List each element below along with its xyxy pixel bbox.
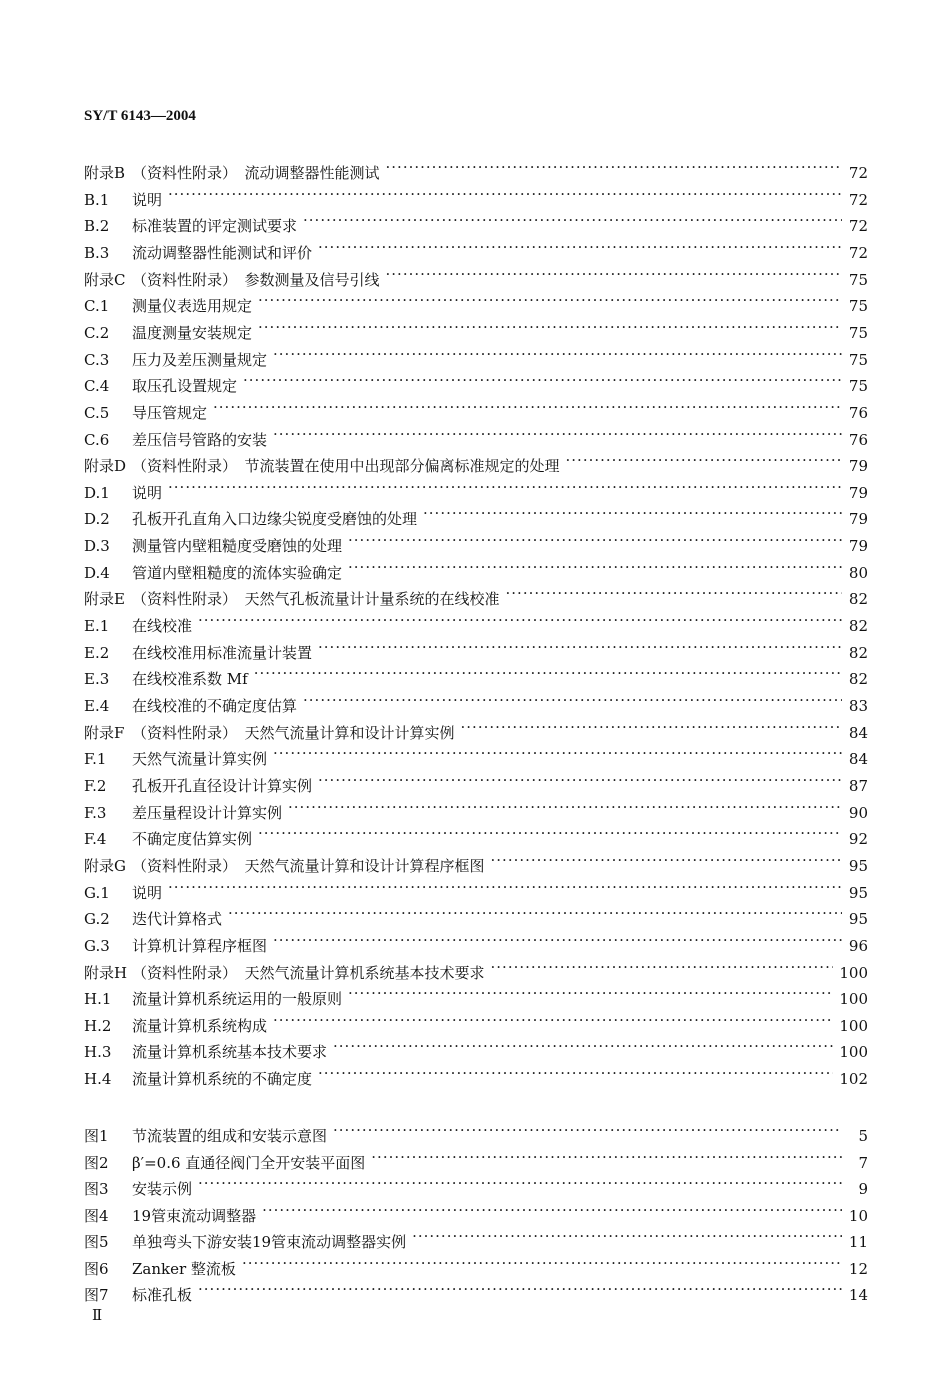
figure-entry-number: 图3 — [84, 1180, 109, 1198]
dot-leader — [303, 689, 842, 711]
dot-leader — [348, 982, 833, 1004]
toc-entry[interactable] — [84, 662, 868, 689]
toc-entry-number: H.4 — [84, 1070, 112, 1089]
figure-entry[interactable] — [84, 1146, 868, 1172]
toc-entry-title: 流量计算机系统基本技术要求 — [132, 1043, 328, 1062]
toc-entry[interactable] — [84, 956, 868, 982]
toc-entry-title: 流量计算机系统的不确定度 — [132, 1070, 313, 1089]
toc-entry-title: 孔板开孔直径设计计算实例 — [132, 776, 313, 795]
toc-entry-title: 天然气流量计算实例 — [132, 750, 268, 769]
toc-entry-page: 87 — [848, 776, 868, 795]
dot-leader — [506, 582, 842, 604]
toc-entry-page: 72 — [848, 164, 868, 182]
toc-entry[interactable] — [84, 476, 868, 502]
figure-entry-title: 标准孔板 — [132, 1286, 193, 1304]
toc-entry-page: 92 — [848, 830, 868, 849]
toc-entry-title: 流量计算机系统构成 — [132, 1016, 268, 1035]
toc-entry-number: F.2 — [84, 776, 107, 795]
toc-entry-page: 76 — [848, 430, 868, 449]
toc-entry[interactable] — [84, 716, 868, 742]
toc-entry-number: D.3 — [84, 537, 110, 556]
toc-entry-title: （资料性附录） 天然气流量计算和设计计算实例 — [132, 723, 455, 742]
figure-entry-page: 7 — [858, 1153, 868, 1172]
toc-entry-number: G.1 — [84, 883, 110, 902]
toc-entry-page: 76 — [848, 403, 868, 422]
toc-entry[interactable] — [84, 263, 868, 289]
dot-leader — [254, 662, 842, 684]
toc-entry-page: 84 — [848, 750, 868, 769]
toc-entry-number: 附录H — [84, 963, 128, 982]
toc-entry-number: 附录G — [84, 856, 126, 875]
dot-leader — [412, 1225, 842, 1247]
toc-entry[interactable] — [84, 449, 868, 476]
figure-entry-title: 安装示例 — [132, 1180, 193, 1198]
toc-entry-number: G.2 — [84, 910, 110, 929]
toc-entry-title: 在线校准用标准流量计装置 — [132, 643, 313, 662]
toc-entry-title: 测量仪表选用规定 — [132, 297, 253, 316]
figure-entry-number: 图4 — [84, 1206, 109, 1225]
toc-entry-number: D.2 — [84, 510, 110, 529]
toc-entry-number: C.2 — [84, 323, 110, 342]
dot-leader — [318, 1062, 833, 1084]
toc-entry-title: 取压孔设置规定 — [132, 377, 238, 396]
toc-entry-number: C.1 — [84, 297, 110, 316]
toc-entry-title: 说明 — [132, 883, 163, 902]
toc-entry-number: E.3 — [84, 670, 110, 689]
figure-entry-title: 单独弯头下游安装19管束流动调整器实例 — [132, 1233, 407, 1251]
toc-entry-page: 82 — [848, 643, 868, 662]
figure-entry[interactable] — [84, 1252, 868, 1278]
figure-entry-page: 11 — [848, 1233, 868, 1251]
toc-entry-title: 迭代计算格式 — [132, 910, 223, 929]
toc-entry-title: 温度测量安装规定 — [132, 323, 253, 342]
toc-entry-title: （资料性附录） 天然气流量计算和设计计算程序框图 — [132, 856, 485, 875]
dot-leader — [262, 1199, 842, 1221]
dot-leader — [348, 556, 842, 578]
figure-entry-title: β′=0.6 直通径阀门全开安装平面图 — [132, 1153, 366, 1172]
document-header: SY/T 6143—2004 — [84, 108, 196, 124]
toc-entry-page: 96 — [848, 936, 868, 955]
dot-leader — [273, 423, 842, 445]
dot-leader — [566, 449, 842, 471]
figure-entry-page: 12 — [848, 1259, 868, 1278]
toc-entry-page: 100 — [839, 963, 868, 982]
toc-entry[interactable] — [84, 343, 868, 369]
toc-entry-title: 流动调整器性能测试和评价 — [132, 243, 313, 262]
dot-leader — [273, 1009, 833, 1031]
toc-entry-page: 90 — [848, 803, 868, 822]
toc-entry[interactable] — [84, 769, 868, 795]
toc-entry-title: 标准装置的评定测试要求 — [132, 217, 298, 236]
toc-entry-title: 差压量程设计计算实例 — [132, 803, 283, 822]
figure-entry-page: 5 — [858, 1127, 868, 1145]
toc-entry-title: 管道内壁粗糙度的流体实验确定 — [132, 563, 343, 582]
dot-leader — [198, 609, 842, 631]
dot-leader — [318, 236, 842, 258]
dot-leader — [303, 209, 842, 231]
toc-entry-page: 75 — [848, 323, 868, 342]
toc-entry-number: 附录B — [84, 164, 126, 182]
toc-entry-title: 压力及差压测量规定 — [132, 350, 268, 369]
toc-entry-page: 75 — [848, 297, 868, 316]
toc-entry[interactable] — [84, 556, 868, 582]
toc-entry-title: 差压信号管路的安装 — [132, 430, 268, 449]
dot-leader — [168, 476, 842, 498]
figure-entry[interactable] — [84, 1278, 868, 1304]
dot-leader — [333, 1035, 833, 1057]
toc-entry-number: 附录D — [84, 457, 127, 476]
dot-leader — [273, 343, 842, 365]
dot-leader — [371, 1146, 842, 1168]
toc-entry-page: 100 — [839, 990, 868, 1009]
dot-leader — [198, 1278, 842, 1300]
toc-entry-page: 79 — [848, 483, 868, 502]
figure-entry-number: 图5 — [84, 1233, 109, 1251]
toc-entry[interactable] — [84, 822, 868, 849]
toc-entry-number: C.5 — [84, 403, 110, 422]
toc-entry-number: E.2 — [84, 643, 110, 662]
toc-entry[interactable] — [84, 209, 868, 236]
figure-entry-number: 图2 — [84, 1153, 109, 1172]
dot-leader — [461, 716, 842, 738]
toc-entry-number: H.1 — [84, 990, 112, 1009]
toc-entry-page: 100 — [839, 1043, 868, 1062]
toc-entry-page: 100 — [839, 1016, 868, 1035]
toc-entry[interactable] — [84, 982, 868, 1009]
toc-entry-number: H.2 — [84, 1016, 112, 1035]
toc-entry-number: C.4 — [84, 377, 110, 396]
toc-entry-title: （资料性附录） 参数测量及信号引线 — [132, 270, 380, 289]
toc-entry-number: B.1 — [84, 190, 110, 209]
toc-entry-number: C.6 — [84, 430, 110, 449]
figure-entry-page: 10 — [848, 1206, 868, 1225]
dot-leader — [386, 263, 842, 285]
toc-entry-number: F.3 — [84, 803, 107, 822]
toc-entry-title: （资料性附录） 流动调整器性能测试 — [132, 164, 380, 182]
toc-entry[interactable] — [84, 316, 868, 342]
toc-entry-page: 102 — [839, 1070, 868, 1089]
toc-entry[interactable] — [84, 689, 868, 715]
figure-entry-title: 19管束流动调整器 — [132, 1206, 257, 1225]
toc-entry-page: 72 — [848, 217, 868, 236]
toc-entry-page: 75 — [848, 270, 868, 289]
toc-entry-page: 79 — [848, 510, 868, 529]
toc-entry-number: E.4 — [84, 697, 110, 715]
dot-leader — [273, 742, 842, 764]
toc-entry[interactable] — [84, 1035, 868, 1062]
toc-entry-number: D.1 — [84, 483, 110, 502]
toc-entry-page: 79 — [848, 457, 868, 476]
dot-leader — [273, 929, 842, 951]
toc-entry[interactable] — [84, 796, 868, 822]
toc-entry-number: B.2 — [84, 217, 110, 236]
toc-entry[interactable] — [84, 609, 868, 636]
toc-entry-title: 在线校准系数 Mf — [132, 670, 248, 689]
figure-entry-page: 9 — [858, 1180, 868, 1198]
dot-leader — [288, 796, 842, 818]
dot-leader — [258, 316, 842, 338]
dot-leader — [318, 636, 842, 658]
dot-leader — [491, 956, 834, 978]
toc-entry-page: 95 — [848, 883, 868, 902]
toc-entry[interactable] — [84, 156, 868, 182]
toc-entry[interactable] — [84, 1009, 868, 1035]
toc-entry[interactable] — [84, 876, 868, 902]
toc-entry[interactable] — [84, 1062, 868, 1089]
toc-entry-page: 95 — [848, 910, 868, 929]
toc-entry[interactable] — [84, 742, 868, 769]
dot-leader — [213, 396, 842, 418]
toc-entry-title: 在线校准 — [132, 617, 193, 636]
figure-entry-number: 图1 — [84, 1127, 109, 1145]
toc-entry-page: 83 — [848, 697, 868, 715]
figure-entry-number: 图6 — [84, 1259, 109, 1278]
dot-leader — [243, 369, 842, 391]
toc-entry-title: 测量管内壁粗糙度受磨蚀的处理 — [132, 537, 343, 556]
dot-leader — [318, 769, 842, 791]
toc-entry-title: 在线校准的不确定度估算 — [132, 697, 298, 715]
toc-entry-page: 75 — [848, 377, 868, 396]
dot-leader — [228, 902, 842, 924]
toc-entry-page: 84 — [848, 723, 868, 742]
dot-leader — [258, 289, 842, 311]
toc-entry[interactable] — [84, 236, 868, 262]
toc-entry-number: G.3 — [84, 936, 110, 955]
toc-entry-page: 95 — [848, 856, 868, 875]
toc-entry-page: 82 — [848, 617, 868, 636]
dot-leader — [258, 822, 842, 844]
figure-entry[interactable] — [84, 1225, 868, 1251]
toc-entry-number: C.3 — [84, 350, 110, 369]
toc-entry-number: B.3 — [84, 243, 110, 262]
toc-entry-title: 孔板开孔直角入口边缘尖锐度受磨蚀的处理 — [132, 510, 418, 529]
toc-entry-title: 说明 — [132, 483, 163, 502]
dot-leader — [423, 502, 842, 524]
toc-entry-title: 计算机计算程序框图 — [132, 936, 268, 955]
figure-entry[interactable] — [84, 1199, 868, 1225]
toc-entry-number: F.1 — [84, 750, 107, 769]
figure-entry-number: 图7 — [84, 1286, 109, 1304]
toc-entry[interactable] — [84, 423, 868, 449]
toc-entry[interactable] — [84, 289, 868, 316]
page-number-footer: Ⅱ — [92, 1306, 103, 1324]
toc-entry-number: F.4 — [84, 830, 107, 849]
toc-entry-number: H.3 — [84, 1043, 112, 1062]
toc-entry[interactable] — [84, 369, 868, 396]
dot-leader — [348, 529, 842, 551]
dot-leader — [168, 183, 842, 205]
toc-entry-title: 导压管规定 — [132, 403, 208, 422]
toc-entry[interactable] — [84, 902, 868, 929]
toc-entry-number: 附录F — [84, 723, 125, 742]
toc-entry-page: 82 — [848, 670, 868, 689]
toc-entry[interactable] — [84, 636, 868, 662]
toc-entry-page: 80 — [848, 563, 868, 582]
toc-entry[interactable] — [84, 529, 868, 556]
figure-entry-page: 14 — [848, 1286, 868, 1304]
toc-entry-title: （资料性附录） 天然气流量计算机系统基本技术要求 — [132, 963, 485, 982]
dot-leader — [198, 1172, 842, 1194]
toc-entry-page: 72 — [848, 243, 868, 262]
toc-entry[interactable] — [84, 502, 868, 529]
toc-entry[interactable] — [84, 582, 868, 609]
toc-entry-title: 不确定度估算实例 — [132, 830, 253, 849]
figure-entry-title: 节流装置的组成和安装示意图 — [132, 1127, 328, 1145]
dot-leader — [168, 876, 842, 898]
toc-entry-number: D.4 — [84, 563, 110, 582]
toc-entry[interactable] — [84, 929, 868, 955]
figure-entry-title: Zanker 整流板 — [132, 1259, 236, 1278]
toc-entry-number: E.1 — [84, 617, 110, 636]
toc-entry-page: 72 — [848, 190, 868, 209]
figure-entry[interactable] — [84, 1172, 868, 1198]
figure-entry[interactable] — [84, 1119, 868, 1145]
dot-leader — [491, 849, 842, 871]
toc-entry[interactable] — [84, 396, 868, 422]
toc-entry-title: （资料性附录） 节流装置在使用中出现部分偏离标准规定的处理 — [132, 457, 560, 476]
dot-leader — [333, 1119, 842, 1141]
toc-entry-title: 说明 — [132, 190, 163, 209]
dot-leader — [386, 156, 842, 178]
toc-entry-page: 75 — [848, 350, 868, 369]
toc-entry-number: 附录E — [84, 590, 125, 609]
toc-entry-page: 82 — [848, 590, 868, 609]
toc-entry-title: （资料性附录） 天然气孔板流量计计量系统的在线校准 — [132, 590, 500, 609]
dot-leader — [242, 1252, 842, 1274]
toc-entry[interactable] — [84, 849, 868, 875]
toc-entry-number: 附录C — [84, 270, 126, 289]
toc-entry-page: 79 — [848, 537, 868, 556]
toc-entry-title: 流量计算机系统运用的一般原则 — [132, 990, 343, 1009]
toc-entry[interactable] — [84, 183, 868, 209]
